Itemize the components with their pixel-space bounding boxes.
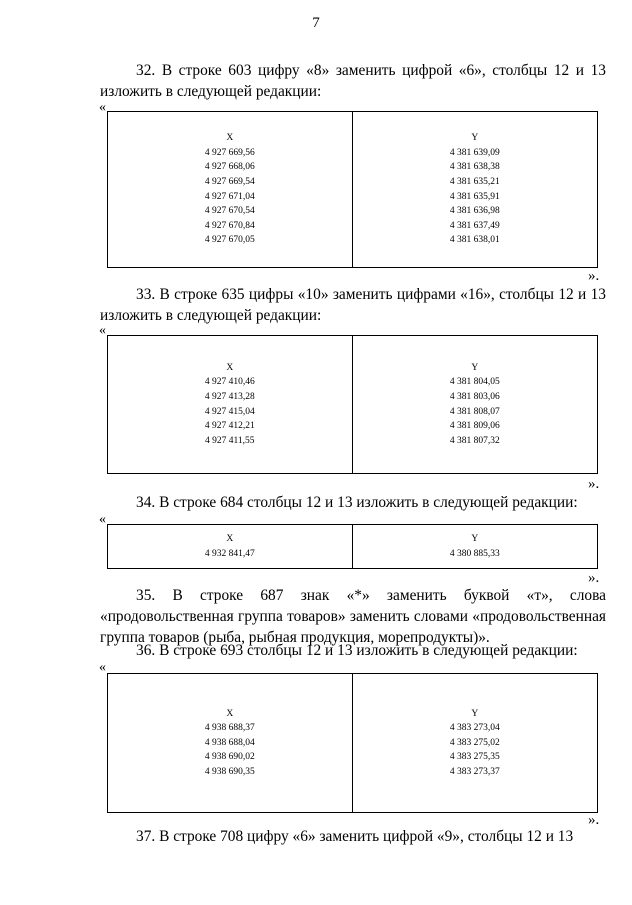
table-cell: 4 938 690,35: [204, 766, 255, 777]
x-column-header: X: [226, 533, 234, 544]
table-cell: 4 383 275,35: [449, 752, 500, 763]
table-cell: 4 927 669,54: [204, 176, 255, 187]
coord-table-34: [107, 524, 598, 569]
x-column: [108, 525, 353, 568]
x-column-header: X: [226, 133, 234, 144]
table-cell: 4 927 413,28: [204, 391, 255, 402]
table-cell: 4 381 803,06: [449, 391, 500, 402]
table-cell: 4 381 635,91: [449, 191, 500, 202]
table-cell: 4 927 670,84: [204, 220, 255, 231]
x-column: [108, 336, 353, 473]
table-cell: 4 927 411,55: [204, 435, 255, 446]
table-cell: 4 383 273,37: [449, 766, 500, 777]
coord-table-33: [107, 335, 598, 474]
table-cell: 4 381 639,09: [449, 147, 500, 158]
coord-table-36: [107, 673, 598, 813]
page-number: 7: [312, 15, 320, 31]
y-column-header: Y: [471, 533, 479, 544]
x-column: [108, 112, 353, 267]
item-36-quote-close: ».: [588, 812, 600, 828]
table-cell: 4 381 807,32: [449, 435, 500, 446]
table-cell: 4 383 275,02: [449, 737, 500, 748]
x-column-header: X: [226, 708, 234, 719]
table-cell: 4 927 415,04: [204, 406, 255, 417]
table-cell: 4 927 412,21: [204, 421, 255, 432]
table-cell: 4 381 637,49: [449, 220, 500, 231]
y-column-header: Y: [471, 708, 479, 719]
table-cell: 4 932 841,47: [204, 548, 255, 559]
y-column: [353, 336, 598, 473]
item-36-quote-open: «: [99, 660, 106, 675]
x-column: [108, 674, 353, 812]
item-33-quote-open: «: [99, 323, 106, 338]
item-34-text: 34. В строке 684 столбцы 12 и 13 изложить в следующей редакции:: [136, 494, 578, 511]
table-cell: 4 927 670,54: [204, 206, 255, 217]
item-34-quote-open: «: [99, 512, 106, 527]
item-36-text: 36. В строке 693 столбцы 12 и 13 изложить в следующей редакции:: [136, 642, 578, 659]
item-33-quote-close: ».: [588, 476, 600, 492]
table-cell: 4 381 804,05: [449, 377, 500, 388]
y-column: [353, 112, 598, 267]
item-33-text: 33. В строке 635 цифры «10» заменить цифрами «16», столбцы 12 и 13 изложить в следующей редакции:: [100, 286, 606, 324]
table-cell: 4 927 669,56: [204, 147, 255, 158]
table-cell: 4 381 808,07: [449, 406, 500, 417]
item-32-quote-close: ».: [588, 268, 600, 284]
table-cell: 4 938 688,04: [204, 737, 255, 748]
item-32-quote-open: «: [99, 100, 106, 115]
coord-table-32: [107, 111, 598, 268]
item-37-text: 37. В строке 708 цифру «6» заменить цифрой «9», столбцы 12 и 13: [136, 828, 574, 845]
table-cell: 4 381 638,38: [449, 162, 500, 173]
item-34-quote-close: ».: [588, 570, 600, 586]
y-column: [353, 525, 598, 568]
table-cell: 4 927 410,46: [204, 377, 255, 388]
x-column-header: X: [226, 362, 234, 373]
y-column-header: Y: [471, 133, 479, 144]
item-35-text: 35. В строке 687 знак «*» заменить буквой «т», слова «продовольственная группа товаров» заменить словами «продовольственная группа товаров (рыба, рыбная продукция, морепродукты)».: [100, 587, 606, 646]
table-cell: 4 938 690,02: [204, 752, 255, 763]
table-cell: 4 381 638,01: [449, 235, 500, 246]
table-cell: 4 927 668,06: [204, 162, 255, 173]
y-column: [353, 674, 598, 812]
table-cell: 4 927 670,05: [204, 235, 255, 246]
table-cell: 4 938 688,37: [204, 723, 255, 734]
table-cell: 4 381 809,06: [449, 421, 500, 432]
item-32-text: 32. В строке 603 цифру «8» заменить цифрой «6», столбцы 12 и 13 изложить в следующей редакции:: [100, 62, 606, 100]
y-column-header: Y: [471, 362, 479, 373]
table-cell: 4 927 671,04: [204, 191, 255, 202]
table-cell: 4 381 635,21: [449, 176, 500, 187]
table-cell: 4 381 636,98: [449, 206, 500, 217]
table-cell: 4 380 885,33: [449, 548, 500, 559]
table-cell: 4 383 273,04: [449, 723, 500, 734]
